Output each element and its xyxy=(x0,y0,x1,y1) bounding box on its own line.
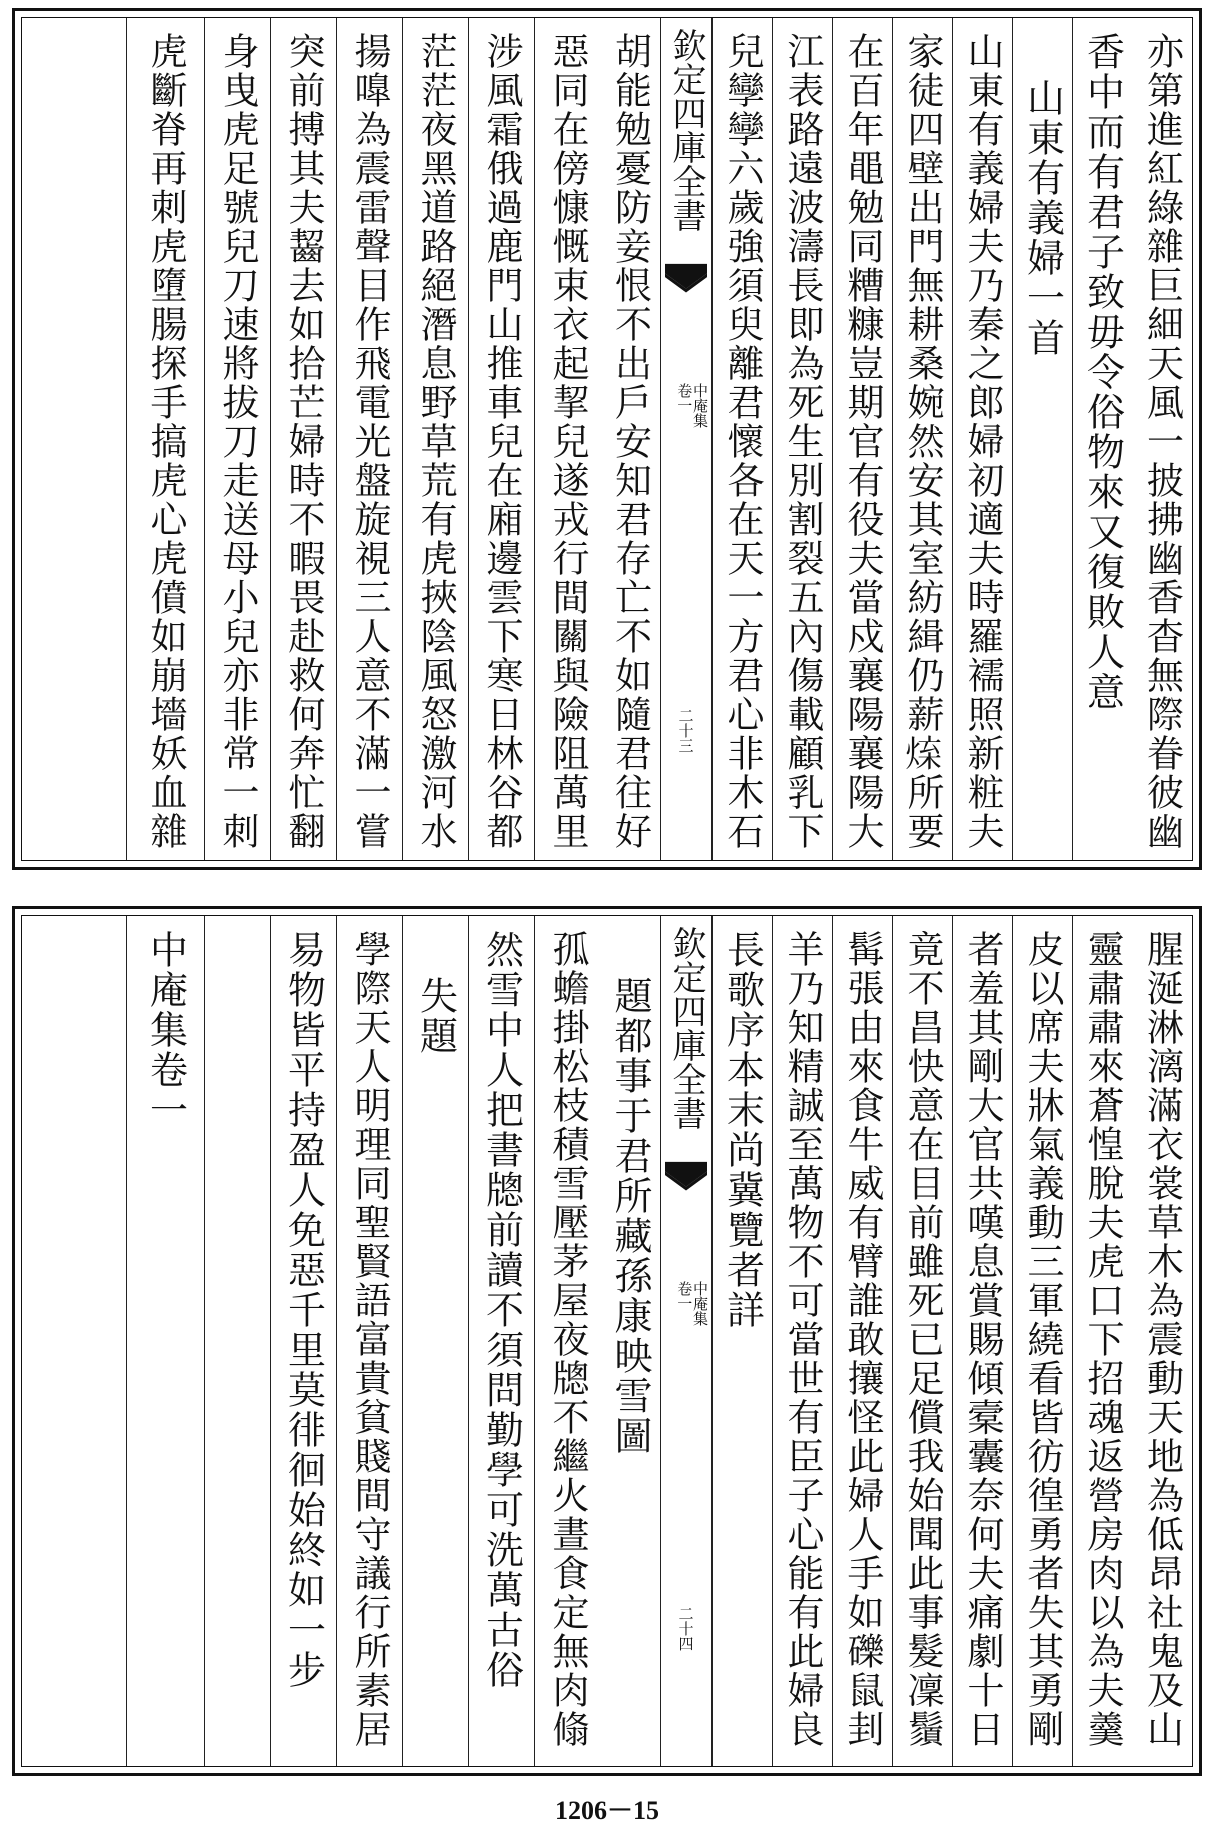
column-text: 揚嘷為震雷聲目作飛電光盤旋視三人意不滿一嘗 xyxy=(348,32,391,851)
text-column xyxy=(204,18,270,860)
column-text: 竟不昌快意在目前雖死已足償我始聞此事髮凜鬚 xyxy=(901,930,944,1749)
column-text: 家徒四壁出門無耕桑婉然安其室紡緝仍薪𤉬所要 xyxy=(901,32,944,851)
column-text: 然雪中人把書牕前讀不須問勤學可洗萬古俗 xyxy=(479,930,524,1690)
center-gutter xyxy=(660,18,712,860)
column-text: 學際天人明理同聖賢語富貴貧賤間守議行所素居 xyxy=(348,930,391,1749)
book-name: 中庵集 xyxy=(691,383,709,428)
text-column xyxy=(468,18,534,860)
text-column xyxy=(892,18,952,860)
bottom-page xyxy=(12,906,1202,1776)
text-column xyxy=(270,916,336,1766)
text-column xyxy=(712,916,772,1766)
text-column xyxy=(1132,18,1192,860)
poem-title-column xyxy=(600,916,660,1766)
text-column xyxy=(1012,916,1072,1766)
column-text: 靈肅肅來蒼惶脫夫虎口下招魂返營房肉以為夫羹 xyxy=(1081,930,1124,1749)
column-text: 胡能勉憂防妾恨不出戶安知君存亡不如隨君往好 xyxy=(608,32,652,851)
poem-title-column xyxy=(402,916,468,1766)
text-column xyxy=(832,18,892,860)
text-column xyxy=(892,916,952,1766)
column-text: 涉風霜俄過鹿門山推車兒在廂邊雲下寒日林谷都 xyxy=(480,32,523,851)
column-text: 突前搏其夫齧去如拾芒婦時不暇畏赴救何奔忙翻 xyxy=(282,32,325,851)
volume-end-column xyxy=(126,916,204,1766)
column-text: 兒孿孿六歲強須臾離君懷各在天一方君心非木石 xyxy=(721,32,764,851)
bottom-page-frame xyxy=(21,915,1193,1767)
column-text: 身曳虎足號兒刀速將拔刀走送母小兒亦非常一刺 xyxy=(216,32,259,851)
center-gutter xyxy=(660,916,712,1766)
empty-column xyxy=(204,916,270,1766)
text-column xyxy=(336,916,402,1766)
text-column xyxy=(402,18,468,860)
text-column xyxy=(468,916,534,1766)
gutter-header: 欽定四庫全書 xyxy=(666,926,706,1130)
book-name: 中庵集 xyxy=(691,1281,709,1326)
column-text: 江表路遠波濤長即為死生別割裂五內傷載顧乳下 xyxy=(781,32,824,851)
gutter-header: 欽定四庫全書 xyxy=(666,28,706,232)
volume-end-text: 中庵集卷一 xyxy=(143,930,188,1130)
page-number: 二十三 xyxy=(676,708,695,753)
poem-title: 山東有義婦一首 xyxy=(1020,78,1065,358)
column-text: 易物皆平持盈人免惡千里莫徘徊始終如一步 xyxy=(281,930,326,1690)
text-column xyxy=(1132,916,1192,1766)
footer-page-code: 1206－15 xyxy=(554,1796,659,1825)
gutter-book-info xyxy=(667,1281,707,1341)
text-column xyxy=(126,18,204,860)
column-text: 皮以席夫牀氣義動三軍繞看皆彷徨勇者失其勇剛 xyxy=(1021,930,1064,1749)
column-text: 腥涎淋漓滿衣裳草木為震動天地為低昂社鬼及山 xyxy=(1140,930,1184,1749)
text-column xyxy=(832,916,892,1766)
column-text: 在百年黽勉同糟糠豈期官有役夫當戍襄陽襄陽大 xyxy=(841,32,884,851)
gutter-book-info xyxy=(667,383,707,443)
poem-title: 失題 xyxy=(413,976,458,1056)
volume-label: 卷一 xyxy=(675,1281,694,1311)
column-text: 羊乃知精誠至萬物不可當世有臣子心能有此婦良 xyxy=(781,930,824,1749)
column-text: 亦第進紅綠雜巨細天風一披拂幽香杳無際眷彼幽 xyxy=(1140,32,1184,851)
column-text: 茫茫夜黑道路絕潛息野草荒有虎挾陰風怒激河水 xyxy=(414,32,457,851)
text-column xyxy=(270,18,336,860)
column-text: 香中而有君子致毋令俗物來又復敗人意 xyxy=(1080,32,1125,712)
top-page-frame xyxy=(21,17,1193,861)
page-number: 二十四 xyxy=(676,1606,695,1651)
volume-label: 卷一 xyxy=(675,383,694,413)
fish-tail-mark-icon xyxy=(665,263,707,299)
text-column xyxy=(534,18,600,860)
poem-title-column xyxy=(1012,18,1072,860)
column-text: 髯張由來食牛威有臂誰敢攘怪此婦人手如礫鼠刲 xyxy=(841,930,884,1749)
text-column xyxy=(952,916,1012,1766)
poem-title: 題都事于君所藏孫康映雪圖 xyxy=(608,976,652,1456)
text-column xyxy=(1072,18,1132,860)
fish-tail-mark-icon xyxy=(665,1161,707,1197)
text-column xyxy=(336,18,402,860)
column-text: 長歌序本末尚冀覽者詳 xyxy=(720,930,765,1330)
text-column xyxy=(952,18,1012,860)
text-column xyxy=(772,916,832,1766)
text-column xyxy=(772,18,832,860)
text-column xyxy=(712,18,772,860)
column-text: 虎斷脊再刺虎墮腸探手搞虎心虎僨如崩墻妖血雜 xyxy=(144,32,187,851)
column-text: 孤蟾掛松枝積雪壓茅屋夜牕不繼火晝食定無肉翛 xyxy=(546,930,589,1749)
text-column xyxy=(600,18,660,860)
top-page xyxy=(12,8,1202,870)
text-column xyxy=(534,916,600,1766)
column-text: 者羞其剛大官共嘆息賞賜傾槖囊奈何夫痛劇十日 xyxy=(961,930,1004,1749)
text-column xyxy=(1072,916,1132,1766)
column-text: 山東有義婦夫乃秦之郎婦初適夫時羅襦照新粧夫 xyxy=(961,32,1004,851)
column-text: 惡同在傍慷慨束衣起挈兒遂戎行間關與險阻萬里 xyxy=(546,32,589,851)
